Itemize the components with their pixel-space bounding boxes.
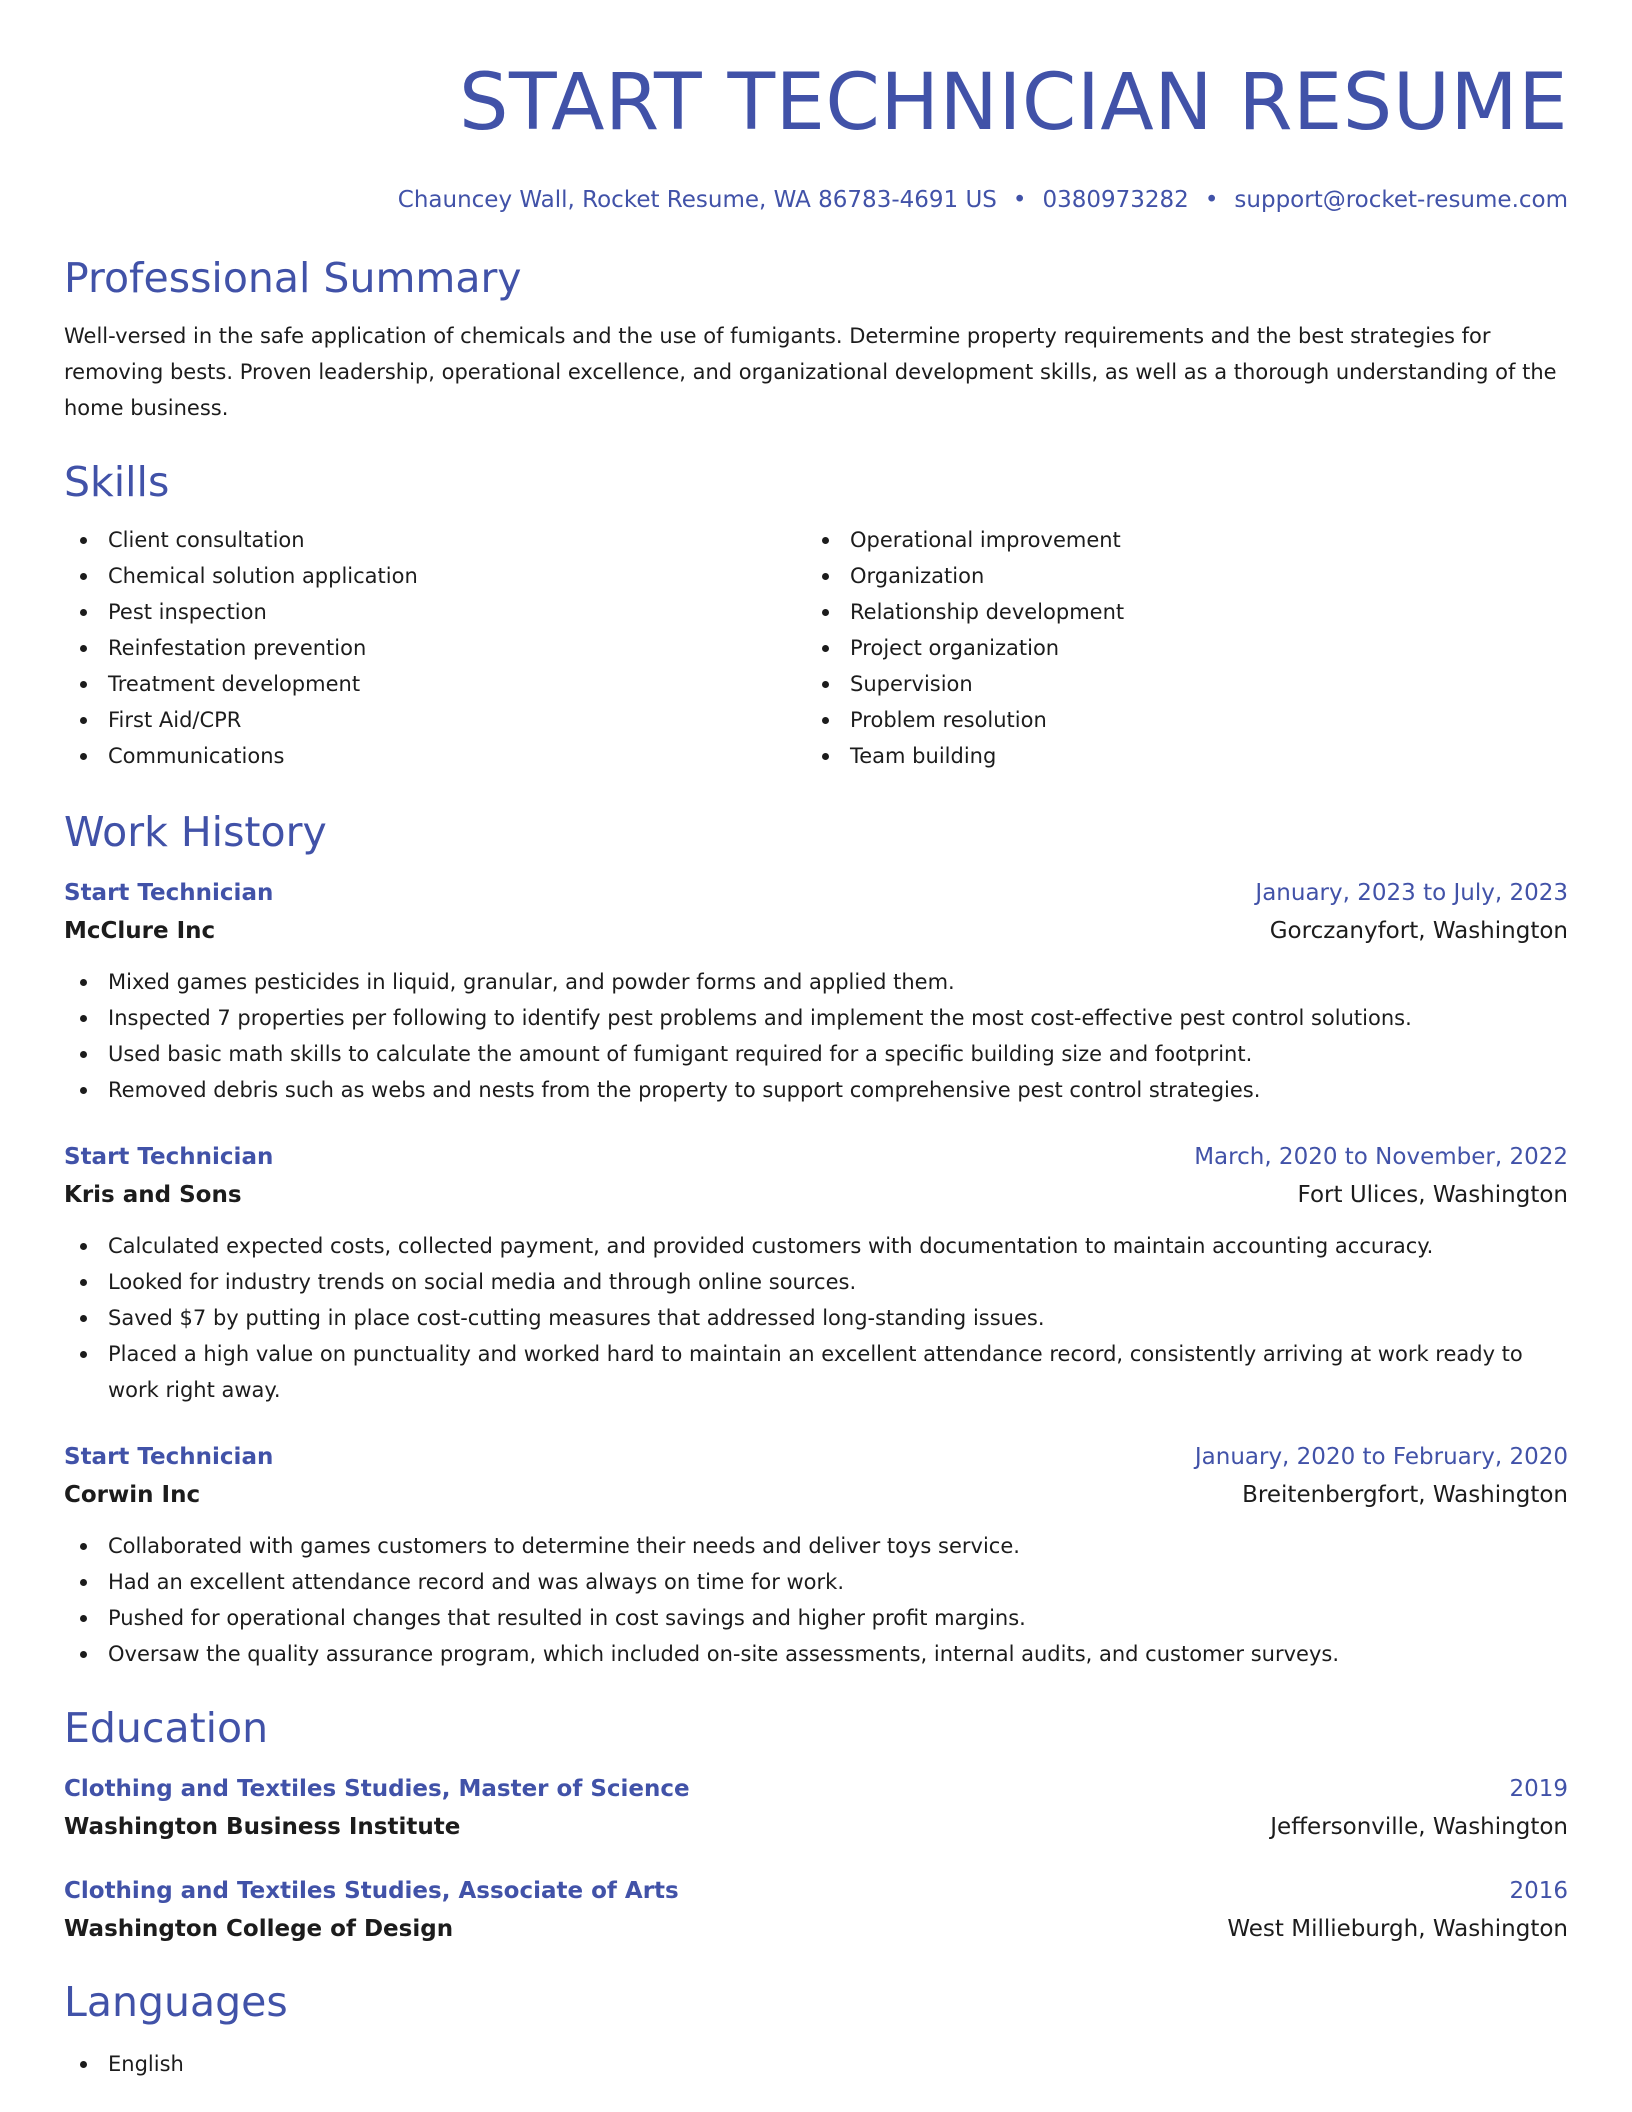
job-location: Fort Ulices, Washington <box>1297 1182 1568 1208</box>
education-degree: Clothing and Textiles Studies, Associate of Arts <box>64 1878 679 1904</box>
contact-separator: • <box>1012 187 1027 213</box>
job-bullet: Oversaw the quality assurance program, which included on-site assessments, internal audits, and customer surveys. <box>64 1636 1568 1672</box>
job-bullets <box>64 1228 1568 1408</box>
skill-item: Treatment development <box>64 666 806 702</box>
language-item: English <box>64 2046 1568 2082</box>
job-dates: January, 2023 to July, 2023 <box>1255 880 1568 906</box>
job-header-row <box>64 874 1568 912</box>
contact-separator: • <box>1204 187 1219 213</box>
job-location: Breitenbergfort, Washington <box>1242 1482 1568 1508</box>
education-school-row <box>64 1910 1568 1948</box>
job-dates: January, 2020 to February, 2020 <box>1194 1444 1568 1470</box>
skill-item: Chemical solution application <box>64 558 806 594</box>
contact-phone: 0380973282 <box>1042 187 1189 213</box>
job-bullet: Saved $7 by putting in place cost-cutting measures that addressed long-standing issues. <box>64 1300 1568 1336</box>
section-title-education: Education <box>64 1704 269 1752</box>
job-entry <box>64 1438 1568 1672</box>
skill-item: Problem resolution <box>806 702 1548 738</box>
skill-item: Project organization <box>806 630 1548 666</box>
job-location: Gorczanyfort, Washington <box>1269 918 1568 944</box>
job-company-row <box>64 912 1568 950</box>
job-header-row <box>64 1138 1568 1176</box>
section-title-skills: Skills <box>64 458 170 506</box>
education-entry <box>64 1872 1568 1948</box>
job-company-row <box>64 1476 1568 1514</box>
skill-item: Pest inspection <box>64 594 806 630</box>
skills-list <box>64 522 1568 774</box>
job-bullet: Pushed for operational changes that resulted in cost savings and higher profit margins. <box>64 1600 1568 1636</box>
job-bullet: Mixed games pesticides in liquid, granular, and powder forms and applied them. <box>64 964 1568 1000</box>
education-location: West Millieburgh, Washington <box>1227 1916 1568 1942</box>
contact-email[interactable]: support@rocket-resume.com <box>1234 187 1568 213</box>
job-entry <box>64 1138 1568 1408</box>
skills-column-left <box>64 522 806 774</box>
job-company: McClure Inc <box>64 918 216 944</box>
job-header-row <box>64 1438 1568 1476</box>
skill-item: Communications <box>64 738 806 774</box>
skill-item: Team building <box>806 738 1548 774</box>
education-year: 2016 <box>1509 1878 1568 1904</box>
skill-item: First Aid/CPR <box>64 702 806 738</box>
skill-item: Relationship development <box>806 594 1548 630</box>
skills-column-right <box>806 522 1548 774</box>
resume-header <box>64 0 1568 216</box>
skill-item: Organization <box>806 558 1548 594</box>
education-degree: Clothing and Textiles Studies, Master of Science <box>64 1776 690 1802</box>
job-bullet: Collaborated with games customers to determine their needs and deliver toys service. <box>64 1528 1568 1564</box>
section-title-work-history: Work History <box>64 808 327 856</box>
job-bullet: Inspected 7 properties per following to identify pest problems and implement the most cost-effective pest control solutions. <box>64 1000 1568 1036</box>
summary-text: Well-versed in the safe application of chemicals and the use of fumigants. Determine property requirements and the best strategies for removing bests. Proven leadership, operational excellence, and organizational development skills, as well as a thorough understanding of the home business. <box>64 324 1557 420</box>
job-bullet: Removed debris such as webs and nests from the property to support comprehensive pest control strategies. <box>64 1072 1568 1108</box>
contact-address: Chauncey Wall, Rocket Resume, WA 86783-4691 US <box>397 187 997 213</box>
job-bullet: Had an excellent attendance record and was always on time for work. <box>64 1564 1568 1600</box>
skill-item: Reinfestation prevention <box>64 630 806 666</box>
job-title: Start Technician <box>64 1144 274 1170</box>
job-title: Start Technician <box>64 880 274 906</box>
job-company-row <box>64 1176 1568 1214</box>
job-bullets <box>64 1528 1568 1672</box>
section-title-summary: Professional Summary <box>64 254 522 302</box>
education-school: Washington Business Institute <box>64 1814 461 1840</box>
education-location: Jeffersonville, Washington <box>1270 1814 1568 1840</box>
job-company: Corwin Inc <box>64 1482 201 1508</box>
resume-title: START TECHNICIAN RESUME <box>459 58 1568 148</box>
languages-list <box>64 2046 1568 2082</box>
job-bullet: Looked for industry trends on social media and through online sources. <box>64 1264 1568 1300</box>
education-year: 2019 <box>1509 1776 1568 1802</box>
education-school-row <box>64 1808 1568 1846</box>
job-company: Kris and Sons <box>64 1182 242 1208</box>
job-title: Start Technician <box>64 1444 274 1470</box>
skill-item: Client consultation <box>64 522 806 558</box>
education-school: Washington College of Design <box>64 1916 454 1942</box>
job-bullet: Placed a high value on punctuality and worked hard to maintain an excellent attendance record, consistently arriving at work ready to work right away. <box>64 1336 1568 1408</box>
resume-page <box>64 0 1568 2082</box>
education-header-row <box>64 1872 1568 1910</box>
skill-item: Supervision <box>806 666 1548 702</box>
section-title-languages: Languages <box>64 1978 288 2026</box>
skill-item: Operational improvement <box>806 522 1548 558</box>
job-dates: March, 2020 to November, 2022 <box>1194 1144 1568 1170</box>
contact-line <box>64 184 1568 216</box>
job-bullet: Used basic math skills to calculate the amount of fumigant required for a specific building size and footprint. <box>64 1036 1568 1072</box>
education-header-row <box>64 1770 1568 1808</box>
job-bullets <box>64 964 1568 1108</box>
job-entry <box>64 874 1568 1108</box>
job-bullet: Calculated expected costs, collected payment, and provided customers with documentation to maintain accounting accuracy. <box>64 1228 1568 1264</box>
education-entry <box>64 1770 1568 1846</box>
